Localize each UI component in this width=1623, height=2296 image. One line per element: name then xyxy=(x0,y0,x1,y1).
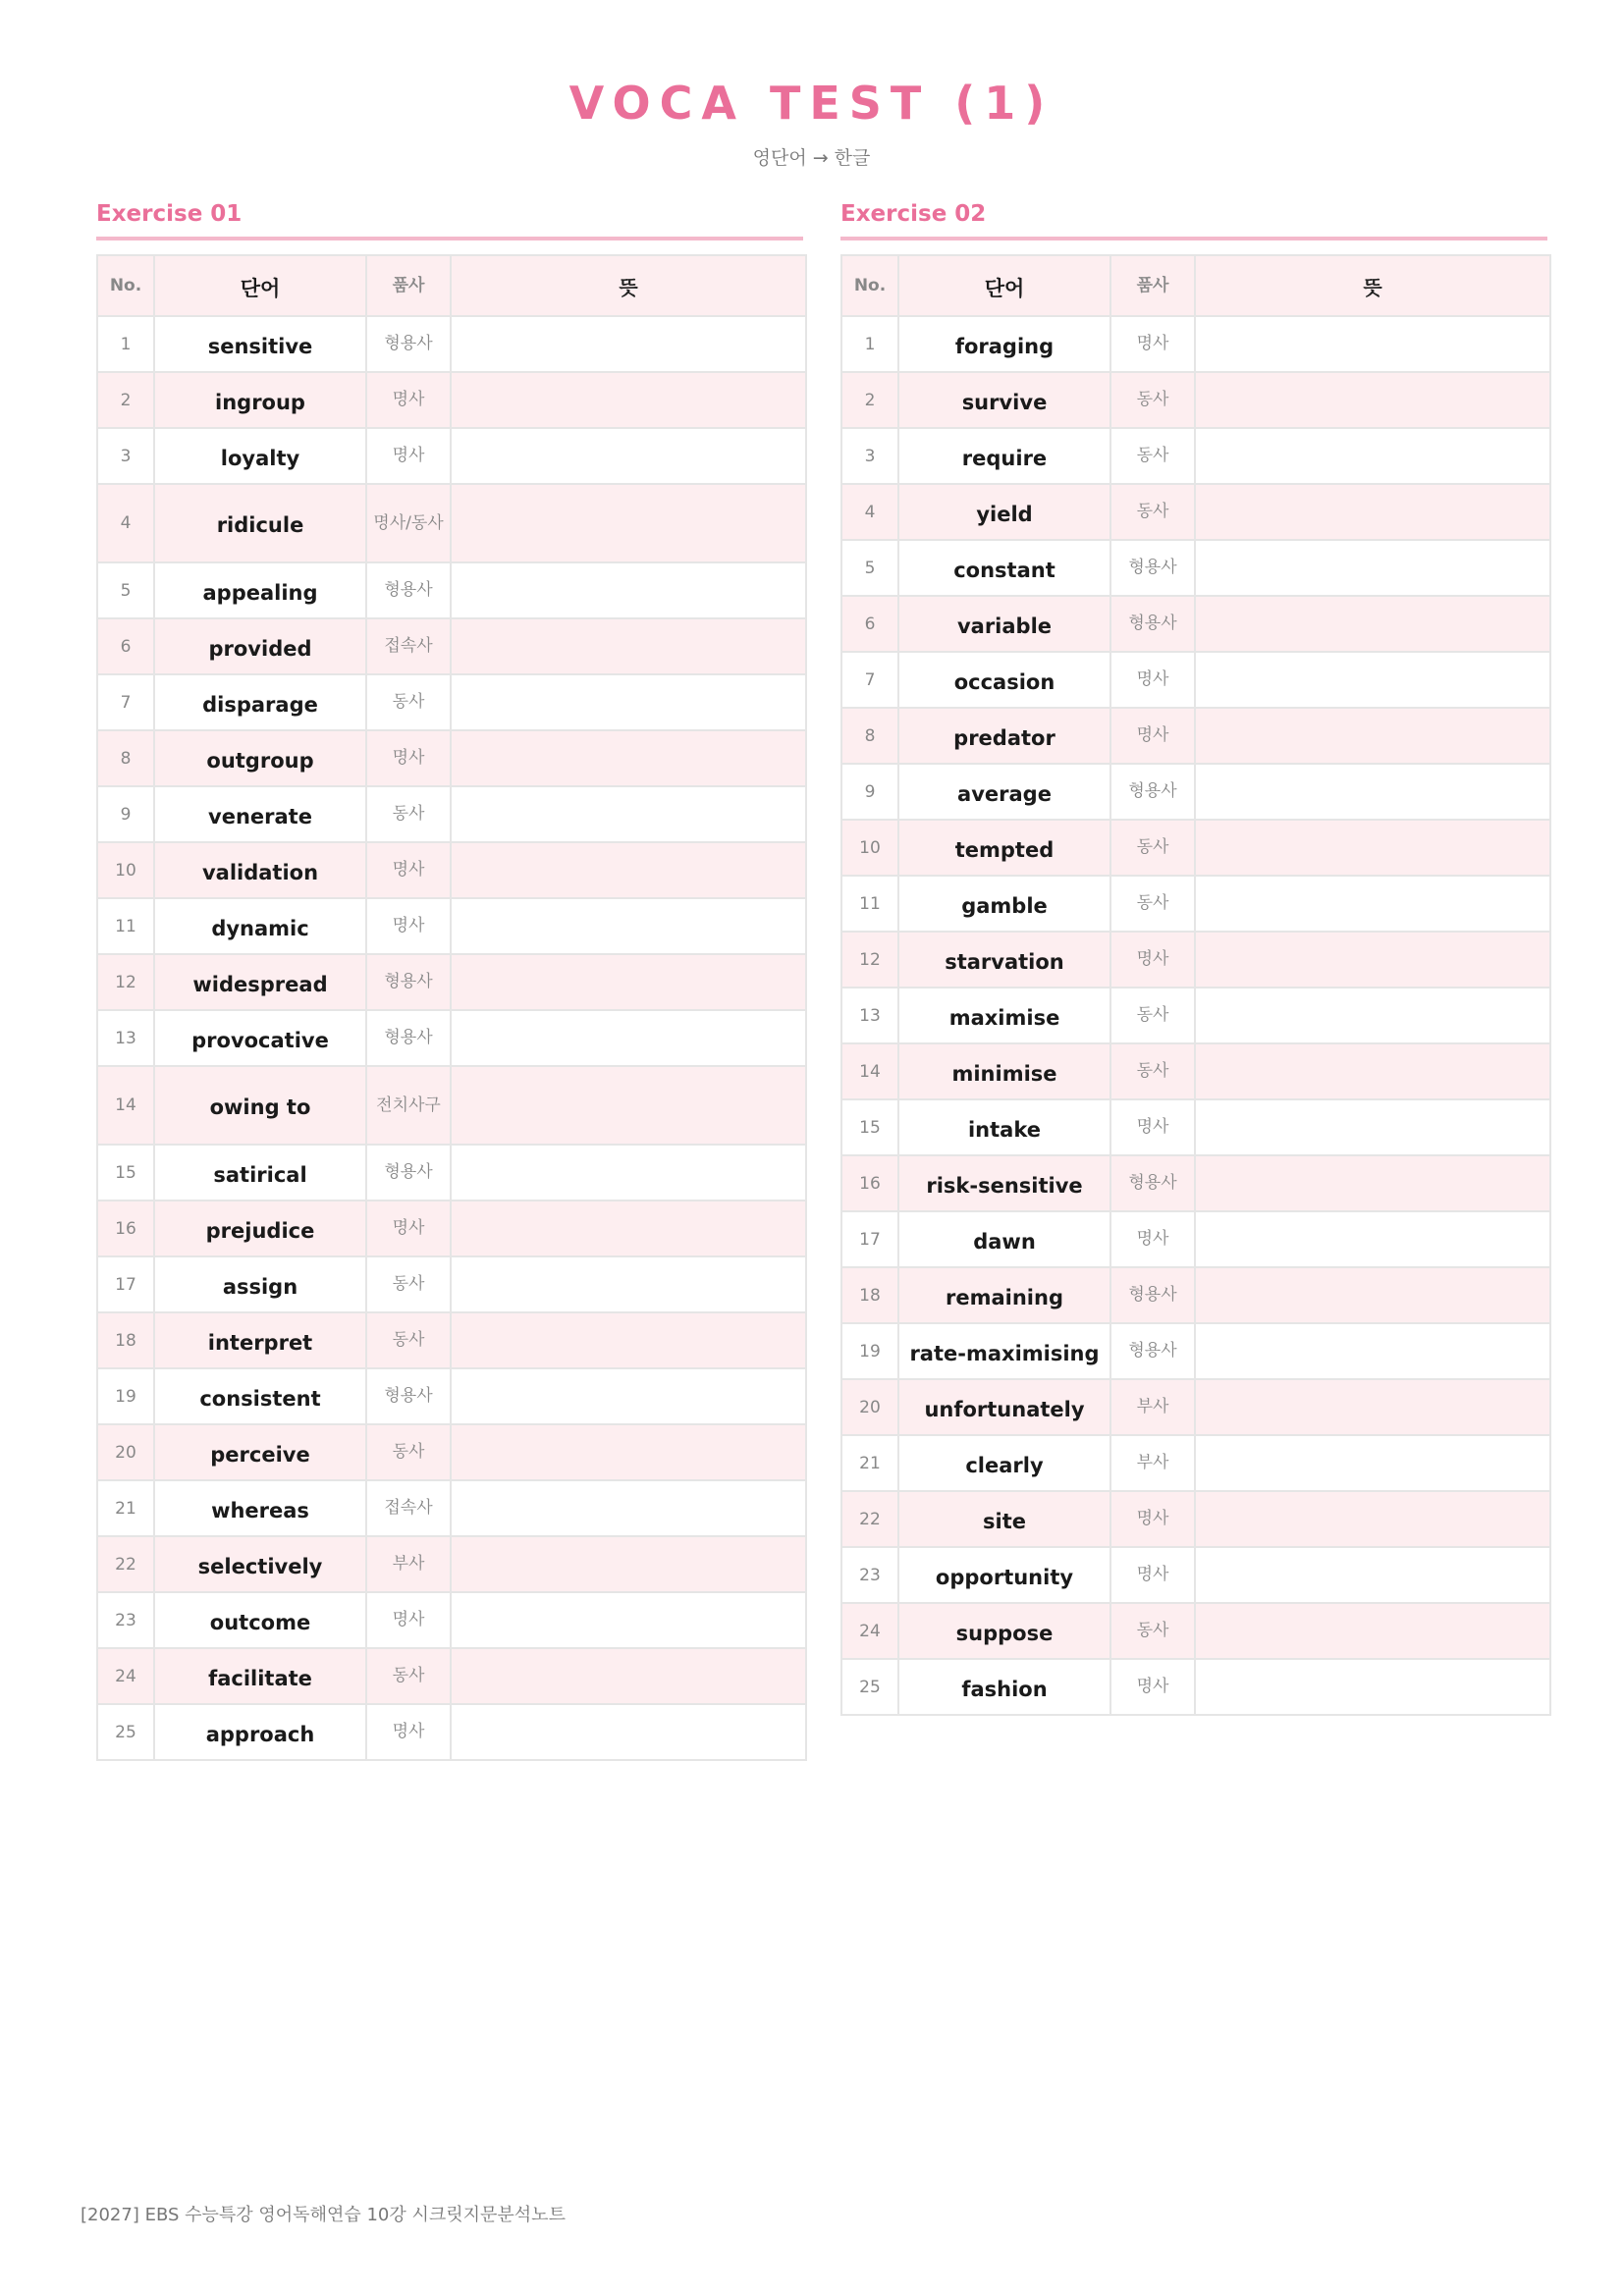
part-of-speech-cell: 동사 xyxy=(366,1256,451,1312)
meaning-answer-cell[interactable] xyxy=(451,898,806,954)
row-number: 4 xyxy=(97,484,154,562)
table-row xyxy=(97,1648,806,1704)
word-cell: perceive xyxy=(154,1424,366,1480)
meaning-answer-cell[interactable] xyxy=(1195,1211,1550,1267)
row-number: 18 xyxy=(97,1312,154,1368)
part-of-speech-cell: 형용사 xyxy=(1110,1155,1195,1211)
table-row xyxy=(841,876,1550,932)
row-number: 2 xyxy=(97,372,154,428)
word-cell: gamble xyxy=(898,876,1110,932)
word-cell: appealing xyxy=(154,562,366,618)
word-cell: prejudice xyxy=(154,1201,366,1256)
word-cell: constant xyxy=(898,540,1110,596)
exercise-02-title: Exercise 02 xyxy=(840,201,987,227)
table-row xyxy=(97,618,806,674)
word-cell: owing to xyxy=(154,1066,366,1145)
table-row xyxy=(97,428,806,484)
meaning-answer-cell[interactable] xyxy=(451,730,806,786)
header-word: 단어 xyxy=(898,255,1110,316)
row-number: 18 xyxy=(841,1267,898,1323)
word-cell: facilitate xyxy=(154,1648,366,1704)
word-cell: site xyxy=(898,1491,1110,1547)
part-of-speech-cell: 형용사 xyxy=(366,1010,451,1066)
row-number: 15 xyxy=(97,1145,154,1201)
row-number: 23 xyxy=(97,1592,154,1648)
header-no: No. xyxy=(841,255,898,316)
meaning-answer-cell[interactable] xyxy=(451,1424,806,1480)
row-number: 17 xyxy=(97,1256,154,1312)
word-cell: intake xyxy=(898,1099,1110,1155)
row-number: 10 xyxy=(97,842,154,898)
part-of-speech-cell: 명사 xyxy=(366,1592,451,1648)
word-cell: fashion xyxy=(898,1659,1110,1715)
part-of-speech-cell: 부사 xyxy=(1110,1435,1195,1491)
table-row xyxy=(97,1424,806,1480)
row-number: 6 xyxy=(97,618,154,674)
word-cell: survive xyxy=(898,372,1110,428)
meaning-answer-cell[interactable] xyxy=(451,1648,806,1704)
word-cell: sensitive xyxy=(154,316,366,372)
meaning-answer-cell[interactable] xyxy=(1195,1491,1550,1547)
word-cell: provided xyxy=(154,618,366,674)
table-row xyxy=(841,1099,1550,1155)
word-cell: minimise xyxy=(898,1043,1110,1099)
word-cell: rate-maximising xyxy=(898,1323,1110,1379)
row-number: 3 xyxy=(97,428,154,484)
meaning-answer-cell[interactable] xyxy=(451,618,806,674)
row-number: 1 xyxy=(97,316,154,372)
table-row xyxy=(97,730,806,786)
meaning-answer-cell[interactable] xyxy=(1195,372,1550,428)
word-cell: outcome xyxy=(154,1592,366,1648)
word-cell: whereas xyxy=(154,1480,366,1536)
word-cell: validation xyxy=(154,842,366,898)
table-row xyxy=(841,820,1550,876)
word-cell: clearly xyxy=(898,1435,1110,1491)
meaning-answer-cell[interactable] xyxy=(451,954,806,1010)
meaning-answer-cell[interactable] xyxy=(1195,428,1550,484)
meaning-answer-cell[interactable] xyxy=(451,316,806,372)
part-of-speech-cell: 명사 xyxy=(1110,1211,1195,1267)
meaning-answer-cell[interactable] xyxy=(1195,484,1550,540)
table-row xyxy=(97,674,806,730)
part-of-speech-cell: 형용사 xyxy=(366,316,451,372)
word-cell: approach xyxy=(154,1704,366,1760)
table-row xyxy=(841,1379,1550,1435)
part-of-speech-cell: 명사 xyxy=(1110,652,1195,708)
meaning-answer-cell[interactable] xyxy=(1195,876,1550,932)
part-of-speech-cell: 형용사 xyxy=(1110,540,1195,596)
word-cell: suppose xyxy=(898,1603,1110,1659)
part-of-speech-cell: 동사 xyxy=(366,1424,451,1480)
word-cell: require xyxy=(898,428,1110,484)
meaning-answer-cell[interactable] xyxy=(1195,1547,1550,1603)
meaning-answer-cell[interactable] xyxy=(1195,1043,1550,1099)
table-row xyxy=(841,1491,1550,1547)
table-row xyxy=(97,1145,806,1201)
row-number: 17 xyxy=(841,1211,898,1267)
word-cell: risk-sensitive xyxy=(898,1155,1110,1211)
part-of-speech-cell: 부사 xyxy=(366,1536,451,1592)
meaning-answer-cell[interactable] xyxy=(451,1480,806,1536)
word-cell: dynamic xyxy=(154,898,366,954)
meaning-answer-cell[interactable] xyxy=(1195,1267,1550,1323)
part-of-speech-cell: 명사 xyxy=(1110,1491,1195,1547)
word-cell: starvation xyxy=(898,932,1110,988)
meaning-answer-cell[interactable] xyxy=(1195,1435,1550,1491)
word-cell: ridicule xyxy=(154,484,366,562)
word-cell: selectively xyxy=(154,1536,366,1592)
table-row xyxy=(841,316,1550,372)
part-of-speech-cell: 형용사 xyxy=(1110,1267,1195,1323)
part-of-speech-cell: 동사 xyxy=(1110,484,1195,540)
header-pos: 품사 xyxy=(366,255,451,316)
word-cell: provocative xyxy=(154,1010,366,1066)
table-row xyxy=(97,954,806,1010)
meaning-answer-cell[interactable] xyxy=(451,842,806,898)
page-footer: [2027] EBS 수능특강 영어독해연습 10강 시크릿지문분석노트 xyxy=(81,2205,566,2225)
meaning-answer-cell[interactable] xyxy=(1195,1099,1550,1155)
row-number: 14 xyxy=(841,1043,898,1099)
part-of-speech-cell: 형용사 xyxy=(366,954,451,1010)
row-number: 1 xyxy=(841,316,898,372)
row-number: 20 xyxy=(841,1379,898,1435)
row-number: 4 xyxy=(841,484,898,540)
part-of-speech-cell: 명사 xyxy=(1110,708,1195,764)
row-number: 22 xyxy=(841,1491,898,1547)
row-number: 22 xyxy=(97,1536,154,1592)
exercise-01-divider xyxy=(96,237,803,240)
header-word: 단어 xyxy=(154,255,366,316)
row-number: 19 xyxy=(97,1368,154,1424)
word-cell: disparage xyxy=(154,674,366,730)
table-row xyxy=(841,484,1550,540)
part-of-speech-cell: 명사 xyxy=(366,1704,451,1760)
table-row xyxy=(97,1010,806,1066)
table-row xyxy=(97,1201,806,1256)
part-of-speech-cell: 부사 xyxy=(1110,1379,1195,1435)
part-of-speech-cell: 동사 xyxy=(1110,820,1195,876)
table-row xyxy=(97,316,806,372)
part-of-speech-cell: 형용사 xyxy=(1110,1323,1195,1379)
row-number: 7 xyxy=(841,652,898,708)
meaning-answer-cell[interactable] xyxy=(1195,932,1550,988)
row-number: 16 xyxy=(97,1201,154,1256)
table-row xyxy=(97,1592,806,1648)
part-of-speech-cell: 동사 xyxy=(1110,1043,1195,1099)
meaning-answer-cell[interactable] xyxy=(451,1592,806,1648)
row-number: 11 xyxy=(841,876,898,932)
part-of-speech-cell: 명사 xyxy=(366,842,451,898)
row-number: 25 xyxy=(841,1659,898,1715)
word-cell: maximise xyxy=(898,988,1110,1043)
word-cell: variable xyxy=(898,596,1110,652)
part-of-speech-cell: 전치사구 xyxy=(366,1066,451,1145)
table-row xyxy=(97,786,806,842)
part-of-speech-cell: 동사 xyxy=(366,674,451,730)
part-of-speech-cell: 동사 xyxy=(1110,372,1195,428)
part-of-speech-cell: 형용사 xyxy=(366,1368,451,1424)
meaning-answer-cell[interactable] xyxy=(451,786,806,842)
word-cell: interpret xyxy=(154,1312,366,1368)
table-row xyxy=(97,1066,806,1145)
row-number: 10 xyxy=(841,820,898,876)
word-cell: widespread xyxy=(154,954,366,1010)
row-number: 13 xyxy=(97,1010,154,1066)
table-row xyxy=(97,1368,806,1424)
part-of-speech-cell: 형용사 xyxy=(366,562,451,618)
page-subtitle: 영단어 → 한글 xyxy=(752,147,871,169)
exercise-01-table xyxy=(96,254,807,1761)
table-row xyxy=(841,540,1550,596)
page-title: VOCA TEST (1) xyxy=(568,77,1055,130)
table-row xyxy=(97,898,806,954)
table-row xyxy=(841,1603,1550,1659)
row-number: 24 xyxy=(97,1648,154,1704)
table-row xyxy=(97,842,806,898)
table-row xyxy=(97,372,806,428)
row-number: 23 xyxy=(841,1547,898,1603)
table-row xyxy=(841,1547,1550,1603)
part-of-speech-cell: 명사 xyxy=(1110,316,1195,372)
part-of-speech-cell: 동사 xyxy=(1110,876,1195,932)
exercise-02-section xyxy=(840,196,1547,1716)
meaning-answer-cell[interactable] xyxy=(1195,652,1550,708)
row-number: 19 xyxy=(841,1323,898,1379)
meaning-answer-cell[interactable] xyxy=(451,1312,806,1368)
part-of-speech-cell: 명사 xyxy=(1110,1099,1195,1155)
meaning-answer-cell[interactable] xyxy=(1195,820,1550,876)
meaning-answer-cell[interactable] xyxy=(451,1010,806,1066)
meaning-answer-cell[interactable] xyxy=(1195,596,1550,652)
table-row xyxy=(841,1211,1550,1267)
word-cell: foraging xyxy=(898,316,1110,372)
table-row xyxy=(841,1267,1550,1323)
row-number: 9 xyxy=(841,764,898,820)
word-cell: ingroup xyxy=(154,372,366,428)
part-of-speech-cell: 명사 xyxy=(366,1201,451,1256)
table-row xyxy=(841,764,1550,820)
part-of-speech-cell: 명사 xyxy=(366,730,451,786)
row-number: 13 xyxy=(841,988,898,1043)
part-of-speech-cell: 형용사 xyxy=(1110,596,1195,652)
word-cell: venerate xyxy=(154,786,366,842)
meaning-answer-cell[interactable] xyxy=(1195,1659,1550,1715)
exercise-01-section xyxy=(96,196,803,1761)
part-of-speech-cell: 동사 xyxy=(366,786,451,842)
meaning-answer-cell[interactable] xyxy=(451,1256,806,1312)
part-of-speech-cell: 동사 xyxy=(366,1648,451,1704)
row-number: 7 xyxy=(97,674,154,730)
word-cell: predator xyxy=(898,708,1110,764)
table-row xyxy=(841,372,1550,428)
meaning-answer-cell[interactable] xyxy=(1195,1323,1550,1379)
word-cell: satirical xyxy=(154,1145,366,1201)
row-number: 25 xyxy=(97,1704,154,1760)
meaning-answer-cell[interactable] xyxy=(451,372,806,428)
meaning-answer-cell[interactable] xyxy=(1195,1603,1550,1659)
word-cell: outgroup xyxy=(154,730,366,786)
table-row xyxy=(97,1256,806,1312)
part-of-speech-cell: 명사 xyxy=(366,372,451,428)
row-number: 12 xyxy=(841,932,898,988)
part-of-speech-cell: 형용사 xyxy=(1110,764,1195,820)
meaning-answer-cell[interactable] xyxy=(451,1536,806,1592)
table-header-row xyxy=(97,255,806,316)
part-of-speech-cell: 명사 xyxy=(1110,1659,1195,1715)
row-number: 5 xyxy=(97,562,154,618)
row-number: 8 xyxy=(97,730,154,786)
table-row xyxy=(97,1704,806,1760)
meaning-answer-cell[interactable] xyxy=(1195,540,1550,596)
row-number: 16 xyxy=(841,1155,898,1211)
meaning-answer-cell[interactable] xyxy=(1195,988,1550,1043)
part-of-speech-cell: 동사 xyxy=(366,1312,451,1368)
row-number: 11 xyxy=(97,898,154,954)
table-row xyxy=(841,1323,1550,1379)
row-number: 21 xyxy=(841,1435,898,1491)
header-no: No. xyxy=(97,255,154,316)
row-number: 15 xyxy=(841,1099,898,1155)
exercise-02-divider xyxy=(840,237,1547,240)
table-row xyxy=(841,652,1550,708)
exercise-02-table xyxy=(840,254,1551,1716)
header-meaning: 뜻 xyxy=(451,255,806,316)
table-row xyxy=(841,708,1550,764)
word-cell: dawn xyxy=(898,1211,1110,1267)
table-row xyxy=(841,1435,1550,1491)
word-cell: unfortunately xyxy=(898,1379,1110,1435)
meaning-answer-cell[interactable] xyxy=(451,674,806,730)
meaning-answer-cell[interactable] xyxy=(1195,1155,1550,1211)
table-row xyxy=(841,932,1550,988)
table-row xyxy=(97,562,806,618)
word-cell: average xyxy=(898,764,1110,820)
part-of-speech-cell: 명사 xyxy=(366,428,451,484)
table-row xyxy=(97,1312,806,1368)
part-of-speech-cell: 명사 xyxy=(366,898,451,954)
word-cell: occasion xyxy=(898,652,1110,708)
meaning-answer-cell[interactable] xyxy=(451,562,806,618)
meaning-answer-cell[interactable] xyxy=(1195,764,1550,820)
part-of-speech-cell: 접속사 xyxy=(366,1480,451,1536)
table-row xyxy=(841,428,1550,484)
table-row xyxy=(841,1043,1550,1099)
row-number: 2 xyxy=(841,372,898,428)
word-cell: assign xyxy=(154,1256,366,1312)
row-number: 14 xyxy=(97,1066,154,1145)
exercise-01-title: Exercise 01 xyxy=(96,201,243,227)
meaning-answer-cell[interactable] xyxy=(451,1066,806,1145)
table-row xyxy=(97,484,806,562)
row-number: 24 xyxy=(841,1603,898,1659)
table-row xyxy=(841,988,1550,1043)
part-of-speech-cell: 형용사 xyxy=(366,1145,451,1201)
meaning-answer-cell[interactable] xyxy=(451,1704,806,1760)
part-of-speech-cell: 동사 xyxy=(1110,988,1195,1043)
part-of-speech-cell: 명사 xyxy=(1110,1547,1195,1603)
meaning-answer-cell[interactable] xyxy=(451,1145,806,1201)
meaning-answer-cell[interactable] xyxy=(1195,708,1550,764)
word-cell: tempted xyxy=(898,820,1110,876)
word-cell: loyalty xyxy=(154,428,366,484)
meaning-answer-cell[interactable] xyxy=(451,1201,806,1256)
row-number: 5 xyxy=(841,540,898,596)
word-cell: yield xyxy=(898,484,1110,540)
row-number: 12 xyxy=(97,954,154,1010)
table-row xyxy=(841,596,1550,652)
header-meaning: 뜻 xyxy=(1195,255,1550,316)
meaning-answer-cell[interactable] xyxy=(451,428,806,484)
table-row xyxy=(841,1659,1550,1715)
header-pos: 품사 xyxy=(1110,255,1195,316)
row-number: 6 xyxy=(841,596,898,652)
word-cell: opportunity xyxy=(898,1547,1110,1603)
part-of-speech-cell: 동사 xyxy=(1110,1603,1195,1659)
row-number: 20 xyxy=(97,1424,154,1480)
part-of-speech-cell: 명사/동사 xyxy=(366,484,451,562)
row-number: 8 xyxy=(841,708,898,764)
meaning-answer-cell[interactable] xyxy=(1195,316,1550,372)
word-cell: consistent xyxy=(154,1368,366,1424)
table-row xyxy=(97,1480,806,1536)
table-header-row xyxy=(841,255,1550,316)
row-number: 21 xyxy=(97,1480,154,1536)
part-of-speech-cell: 명사 xyxy=(1110,932,1195,988)
row-number: 3 xyxy=(841,428,898,484)
table-row xyxy=(841,1155,1550,1211)
meaning-answer-cell[interactable] xyxy=(451,1368,806,1424)
row-number: 9 xyxy=(97,786,154,842)
part-of-speech-cell: 접속사 xyxy=(366,618,451,674)
word-cell: remaining xyxy=(898,1267,1110,1323)
table-row xyxy=(97,1536,806,1592)
meaning-answer-cell[interactable] xyxy=(1195,1379,1550,1435)
part-of-speech-cell: 동사 xyxy=(1110,428,1195,484)
meaning-answer-cell[interactable] xyxy=(451,484,806,562)
